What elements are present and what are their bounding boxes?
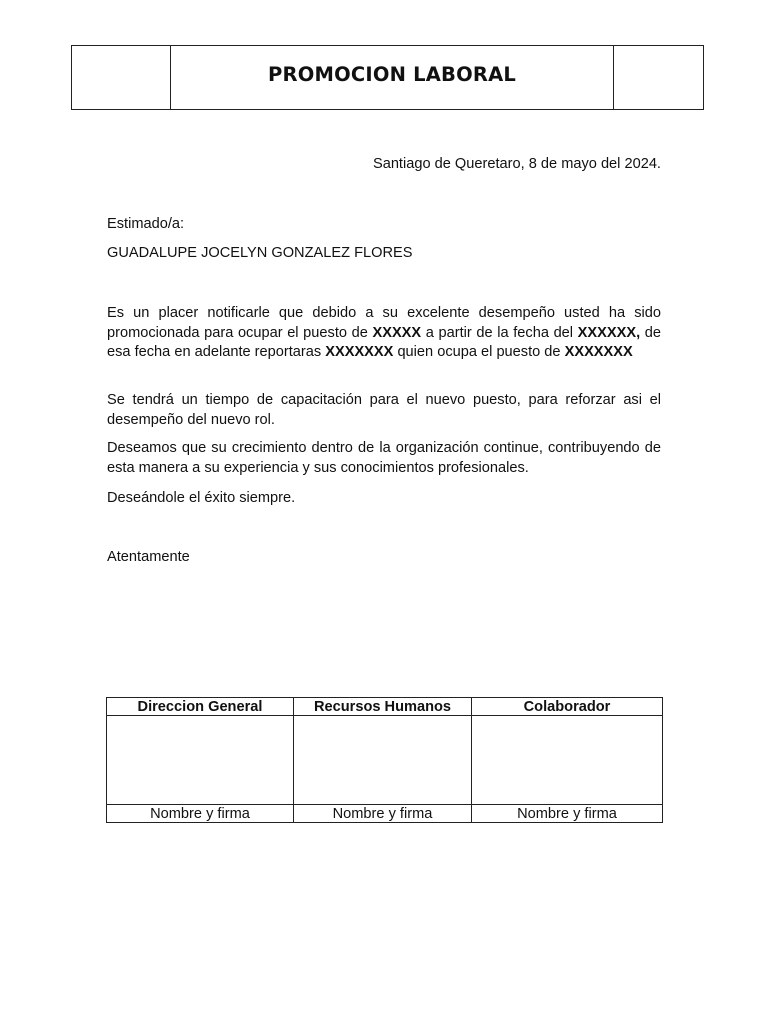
- paragraph-wishes: Deseándole el éxito siempre.: [107, 490, 296, 506]
- signature-footer-colaborador: Nombre y firma: [472, 805, 663, 823]
- header-table: [71, 45, 704, 110]
- signature-header-rrhh: Recursos Humanos: [294, 698, 472, 716]
- signature-footer-direccion: Nombre y firma: [107, 805, 294, 823]
- date-placeholder: XXXXXX,: [577, 324, 641, 341]
- signature-table: [106, 697, 663, 823]
- supervisor-position-placeholder: XXXXXXX: [564, 344, 633, 360]
- paragraph-text: Es un placer notificarle que debido a su excelente desempeño usted ha sido promocionada para ocupar el puesto de: [107, 305, 661, 341]
- closing: Atentamente: [107, 549, 190, 565]
- signature-space-rrhh: [294, 716, 472, 805]
- recipient-name: GUADALUPE JOCELYN GONZALEZ FLORES: [107, 245, 413, 261]
- greeting: Estimado/a:: [107, 216, 185, 232]
- paragraph-text: quien ocupa el puesto de: [393, 344, 565, 360]
- paragraph-training: Se tendrá un tiempo de capacitación para el nuevo puesto, para reforzar asi el desempeño del nuevo rol.: [107, 392, 661, 428]
- signature-footer-rrhh: Nombre y firma: [294, 805, 472, 823]
- signature-header-colaborador: Colaborador: [472, 698, 663, 716]
- signature-header-direccion: Direccion General: [107, 698, 294, 716]
- signature-space-direccion: [107, 716, 294, 805]
- paragraph-promotion: [107, 304, 661, 363]
- signature-space-colaborador: [472, 716, 663, 805]
- paragraph-text: a partir de la fecha del: [421, 324, 578, 341]
- date-line: Santiago de Queretaro, 8 de mayo del 2024.: [372, 156, 661, 172]
- header-left-cell: [72, 46, 171, 110]
- position-placeholder: XXXXX: [372, 324, 422, 341]
- header-right-cell: [614, 46, 704, 110]
- supervisor-placeholder: XXXXXXX: [325, 344, 394, 360]
- paragraph-text: de esa fecha en adelante reportaras: [107, 324, 661, 360]
- paragraph-growth: Deseamos que su crecimiento dentro de la organización continue, contribuyendo de esta manera a su experiencia y sus conocimientos profesionales.: [107, 440, 661, 476]
- document-title: PROMOCION LABORAL: [171, 46, 614, 110]
